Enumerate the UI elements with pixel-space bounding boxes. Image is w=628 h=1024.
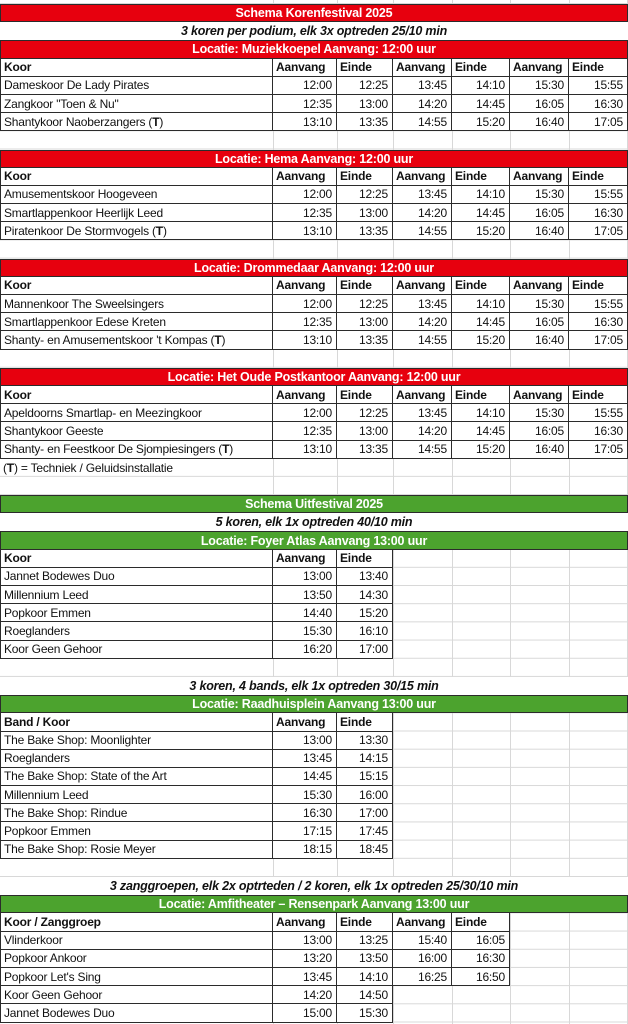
time-column-header: Einde: [337, 913, 393, 931]
choir-name-cell: Vlinderkoor: [0, 932, 273, 950]
time-cell: 16:30: [452, 950, 510, 968]
schedule-table-hema: [0, 168, 628, 241]
time-cell: 14:20: [273, 986, 337, 1004]
table-row: [0, 404, 628, 422]
time-column-header: Aanvang: [510, 59, 569, 77]
choir-name-cell: Popkoor Emmen: [0, 822, 273, 840]
time-cell: 12:25: [337, 186, 393, 204]
table-header-row: [0, 59, 628, 77]
spacer-row: [0, 131, 628, 149]
time-cell: 13:50: [337, 950, 393, 968]
table-row: [0, 113, 628, 131]
time-column-header: Aanvang: [393, 277, 452, 295]
time-cell: 16:30: [569, 204, 628, 222]
table-header-row: [0, 277, 628, 295]
time-cell: 16:40: [510, 113, 569, 131]
time-cell: 14:10: [337, 968, 393, 986]
time-cell: 16:00: [393, 950, 452, 968]
time-cell: 13:45: [393, 77, 452, 95]
time-cell: 13:30: [337, 732, 393, 750]
choir-name-cell: Smartlappenkoor Edese Kreten: [0, 313, 273, 331]
choir-name-cell: The Bake Shop: State of the Art: [0, 768, 273, 786]
spacer-row: [0, 659, 628, 677]
table-row: [0, 641, 628, 659]
time-cell: 17:05: [569, 222, 628, 240]
time-cell: 15:20: [452, 331, 510, 349]
spacer-row: [0, 859, 628, 877]
time-cell: 16:30: [569, 95, 628, 113]
choir-name-cell: Popkoor Ankoor: [0, 950, 273, 968]
time-cell: 16:05: [452, 932, 510, 950]
time-cell: 15:30: [337, 1004, 393, 1022]
schedule-table-raadhuisplein: [0, 713, 628, 859]
time-cell: 15:30: [273, 786, 337, 804]
time-cell: 12:25: [337, 295, 393, 313]
time-cell: 17:05: [569, 441, 628, 459]
time-cell: 16:30: [569, 313, 628, 331]
time-cell: 12:35: [273, 95, 337, 113]
table-row: [0, 841, 628, 859]
time-column-header: Aanvang: [273, 59, 337, 77]
time-column-header: Aanvang: [393, 913, 452, 931]
uitfestival-subtitle-amfitheater: 3 zanggroepen, elk 2x optrteden / 2 koren, elk 1x optreden 25/30/10 min: [0, 877, 628, 895]
table-header-row: [0, 713, 628, 731]
location-header-muziekkoepel: Locatie: Muziekkoepel Aanvang: 12:00 uur: [0, 40, 628, 58]
time-cell: 13:25: [337, 932, 393, 950]
time-cell: 13:00: [337, 95, 393, 113]
time-cell: 13:45: [393, 186, 452, 204]
time-column-header: Aanvang: [510, 386, 569, 404]
time-cell: 15:30: [273, 622, 337, 640]
choir-name-cell: Jannet Bodewes Duo: [0, 568, 273, 586]
time-cell: 14:45: [452, 422, 510, 440]
location-header-raadhuisplein: Locatie: Raadhuisplein Aanvang 13:00 uur: [0, 695, 628, 713]
table-row: [0, 441, 628, 459]
time-cell: 14:45: [273, 768, 337, 786]
time-cell: 16:50: [452, 968, 510, 986]
time-cell: 16:05: [510, 204, 569, 222]
time-cell: 13:10: [273, 441, 337, 459]
time-cell: 16:20: [273, 641, 337, 659]
time-column-header: Einde: [569, 59, 628, 77]
spacer-row: [0, 240, 628, 258]
time-cell: 13:10: [273, 331, 337, 349]
choir-name-cell: Shanty- en Amusementskoor 't Kompas ( T ): [0, 331, 273, 349]
time-column-header: Aanvang: [393, 386, 452, 404]
time-cell: 15:40: [393, 932, 452, 950]
time-column-header: Einde: [337, 386, 393, 404]
time-column-header: Aanvang: [273, 713, 337, 731]
choir-name-cell: The Bake Shop: Rosie Meyer: [0, 841, 273, 859]
choir-name-cell: The Bake Shop: Rindue: [0, 804, 273, 822]
schedule-table-foyer-atlas: [0, 550, 628, 659]
table-row: [0, 586, 628, 604]
time-cell: 12:35: [273, 204, 337, 222]
table-row: [0, 786, 628, 804]
time-cell: 12:00: [273, 77, 337, 95]
time-cell: 13:40: [337, 568, 393, 586]
name-column-header: Koor: [0, 277, 273, 295]
time-column-header: Einde: [569, 386, 628, 404]
time-column-header: Einde: [569, 168, 628, 186]
table-row: [0, 422, 628, 440]
spacer-row: [0, 350, 628, 368]
time-cell: 12:35: [273, 313, 337, 331]
choir-name-cell: The Bake Shop: Moonlighter: [0, 732, 273, 750]
time-cell: 14:10: [452, 77, 510, 95]
time-cell: 13:00: [273, 568, 337, 586]
time-cell: 15:30: [510, 295, 569, 313]
table-row: [0, 768, 628, 786]
time-column-header: Einde: [337, 277, 393, 295]
time-cell: 14:10: [452, 295, 510, 313]
time-cell: 13:35: [337, 222, 393, 240]
choir-name-cell: Amusementskoor Hoogeveen: [0, 186, 273, 204]
table-row: [0, 186, 628, 204]
choir-name-cell: Roeglanders: [0, 622, 273, 640]
time-cell: 13:45: [393, 404, 452, 422]
name-column-header: Koor: [0, 59, 273, 77]
time-cell: 15:30: [510, 404, 569, 422]
time-cell: 13:45: [273, 750, 337, 768]
time-column-header: Einde: [452, 277, 510, 295]
choir-name-cell: Millennium Leed: [0, 586, 273, 604]
time-column-header: Einde: [452, 913, 510, 931]
table-row: [0, 804, 628, 822]
time-column-header: Aanvang: [393, 168, 452, 186]
table-row: [0, 1004, 628, 1022]
uitfestival-title: Schema Uitfestival 2025: [0, 495, 628, 513]
time-column-header: Aanvang: [273, 168, 337, 186]
table-row: [0, 331, 628, 349]
table-row: [0, 750, 628, 768]
time-cell: 15:55: [569, 404, 628, 422]
time-cell: 17:00: [337, 804, 393, 822]
schedule-table-oude-postkantoor: [0, 386, 628, 459]
time-cell: 12:00: [273, 404, 337, 422]
time-cell: 15:20: [452, 222, 510, 240]
time-cell: 13:35: [337, 331, 393, 349]
time-cell: 12:00: [273, 186, 337, 204]
table-header-row: [0, 913, 628, 931]
time-cell: 14:55: [393, 441, 452, 459]
time-cell: 13:35: [337, 113, 393, 131]
choir-name-cell: Shanty- en Feestkoor De Sjompiesingers ( T ): [0, 441, 273, 459]
table-row: [0, 932, 628, 950]
time-cell: 14:20: [393, 422, 452, 440]
korenfestival-subtitle: 3 koren per podium, elk 3x optreden 25/10 min: [0, 22, 628, 40]
time-cell: 13:20: [273, 950, 337, 968]
time-cell: 14:45: [452, 313, 510, 331]
location-header-drommedaar: Locatie: Drommedaar Aanvang: 12:00 uur: [0, 259, 628, 277]
choir-name-cell: Koor Geen Gehoor: [0, 641, 273, 659]
table-row: [0, 986, 628, 1004]
time-cell: 14:55: [393, 113, 452, 131]
time-cell: 15:55: [569, 295, 628, 313]
time-column-header: Aanvang: [510, 277, 569, 295]
choir-name-cell: Smartlappenkoor Heerlijk Leed: [0, 204, 273, 222]
choir-name-cell: Koor Geen Gehoor: [0, 986, 273, 1004]
time-cell: 15:55: [569, 77, 628, 95]
time-cell: 15:20: [452, 441, 510, 459]
table-row: [0, 204, 628, 222]
time-cell: 17:05: [569, 113, 628, 131]
time-cell: 16:10: [337, 622, 393, 640]
time-cell: 12:25: [337, 404, 393, 422]
name-column-header: Koor: [0, 386, 273, 404]
time-column-header: Einde: [569, 277, 628, 295]
time-column-header: Aanvang: [393, 59, 452, 77]
time-cell: 15:20: [452, 113, 510, 131]
time-column-header: Einde: [452, 59, 510, 77]
schedule-table-amfitheater: [0, 913, 628, 1022]
time-cell: 17:00: [337, 641, 393, 659]
time-cell: 12:35: [273, 422, 337, 440]
time-cell: 13:00: [337, 422, 393, 440]
time-cell: 15:30: [510, 186, 569, 204]
table-row: [0, 732, 628, 750]
time-column-header: Einde: [337, 713, 393, 731]
time-cell: 14:50: [337, 986, 393, 1004]
table-row: [0, 604, 628, 622]
location-header-oude-postkantoor: Locatie: Het Oude Postkantoor Aanvang: 12:00 uur: [0, 368, 628, 386]
time-cell: 13:45: [393, 295, 452, 313]
time-column-header: Einde: [452, 386, 510, 404]
time-cell: 15:00: [273, 1004, 337, 1022]
time-cell: 16:05: [510, 313, 569, 331]
time-cell: 13:00: [337, 204, 393, 222]
time-cell: 16:30: [273, 804, 337, 822]
table-header-row: [0, 386, 628, 404]
table-row: [0, 295, 628, 313]
choir-name-cell: Apeldoorns Smartlap- en Meezingkoor: [0, 404, 273, 422]
time-cell: 14:15: [337, 750, 393, 768]
choir-name-cell: Millennium Leed: [0, 786, 273, 804]
time-cell: 17:15: [273, 822, 337, 840]
table-header-row: [0, 550, 628, 568]
table-row: [0, 95, 628, 113]
time-cell: 13:00: [273, 932, 337, 950]
table-row: [0, 313, 628, 331]
uitfestival-subtitle-raadhuisplein: 3 koren, 4 bands, elk 1x optreden 30/15 min: [0, 677, 628, 695]
time-cell: 13:50: [273, 586, 337, 604]
choir-name-cell: Piratenkoor De Stormvogels ( T ): [0, 222, 273, 240]
time-cell: 13:00: [273, 732, 337, 750]
time-cell: 16:40: [510, 222, 569, 240]
time-cell: 13:10: [273, 113, 337, 131]
time-cell: 14:10: [452, 404, 510, 422]
time-cell: 14:20: [393, 313, 452, 331]
technique-note: ( T ) = Techniek / Geluidsinstallatie: [3, 460, 173, 475]
time-cell: 14:10: [452, 186, 510, 204]
time-cell: 16:40: [510, 441, 569, 459]
time-cell: 13:45: [273, 968, 337, 986]
table-row: [0, 968, 628, 986]
name-column-header: Band / Koor: [0, 713, 273, 731]
table-row: [0, 568, 628, 586]
time-cell: 17:45: [337, 822, 393, 840]
choir-name-cell: Shantykoor Geeste: [0, 422, 273, 440]
time-column-header: Einde: [452, 168, 510, 186]
time-column-header: Einde: [337, 59, 393, 77]
time-cell: 16:05: [510, 422, 569, 440]
time-cell: 16:30: [569, 422, 628, 440]
choir-name-cell: Roeglanders: [0, 750, 273, 768]
time-cell: 16:25: [393, 968, 452, 986]
time-cell: 14:45: [452, 95, 510, 113]
time-column-header: Aanvang: [273, 913, 337, 931]
time-cell: 14:20: [393, 204, 452, 222]
time-cell: 16:00: [337, 786, 393, 804]
time-cell: 16:05: [510, 95, 569, 113]
time-cell: 14:20: [393, 95, 452, 113]
time-cell: 14:40: [273, 604, 337, 622]
time-cell: 15:20: [337, 604, 393, 622]
schedule-table-drommedaar: [0, 277, 628, 350]
time-cell: 17:05: [569, 331, 628, 349]
korenfestival-title: Schema Korenfestival 2025: [0, 4, 628, 22]
time-cell: 15:15: [337, 768, 393, 786]
table-header-row: [0, 168, 628, 186]
time-cell: 13:10: [273, 222, 337, 240]
spacer-row: [0, 477, 628, 495]
time-column-header: Aanvang: [510, 168, 569, 186]
location-header-amfitheater: Locatie: Amfitheater – Rensenpark Aanvang 13:00 uur: [0, 895, 628, 913]
choir-name-cell: Popkoor Let's Sing: [0, 968, 273, 986]
choir-name-cell: Dameskoor De Lady Pirates: [0, 77, 273, 95]
time-cell: 15:30: [510, 77, 569, 95]
time-cell: 12:25: [337, 77, 393, 95]
choir-name-cell: Shantykoor Naoberzangers ( T ): [0, 113, 273, 131]
time-cell: 18:15: [273, 841, 337, 859]
time-column-header: Einde: [337, 168, 393, 186]
name-column-header: Koor / Zanggroep: [0, 913, 273, 931]
table-row: [0, 950, 628, 968]
table-row: [0, 77, 628, 95]
time-cell: 14:55: [393, 331, 452, 349]
time-cell: 14:55: [393, 222, 452, 240]
choir-name-cell: Popkoor Emmen: [0, 604, 273, 622]
choir-name-cell: Mannenkoor The Sweelsingers: [0, 295, 273, 313]
choir-name-cell: Jannet Bodewes Duo: [0, 1004, 273, 1022]
schedule-table-muziekkoepel: [0, 59, 628, 132]
time-cell: 18:45: [337, 841, 393, 859]
name-column-header: Koor: [0, 168, 273, 186]
table-row: [0, 222, 628, 240]
time-cell: 13:00: [337, 313, 393, 331]
name-column-header: Koor: [0, 550, 273, 568]
table-row: [0, 622, 628, 640]
time-column-header: Aanvang: [273, 550, 337, 568]
time-column-header: Einde: [337, 550, 393, 568]
time-cell: 14:30: [337, 586, 393, 604]
time-column-header: Aanvang: [273, 386, 337, 404]
time-cell: 14:45: [452, 204, 510, 222]
location-header-hema: Locatie: Hema Aanvang: 12:00 uur: [0, 150, 628, 168]
location-header-foyer-atlas: Locatie: Foyer Atlas Aanvang 13:00 uur: [0, 531, 628, 549]
time-cell: 12:00: [273, 295, 337, 313]
time-cell: 13:35: [337, 441, 393, 459]
time-cell: 15:55: [569, 186, 628, 204]
choir-name-cell: Zangkoor "Toen & Nu": [0, 95, 273, 113]
time-column-header: Aanvang: [273, 277, 337, 295]
time-cell: 16:40: [510, 331, 569, 349]
uitfestival-subtitle-foyer-atlas: 5 koren, elk 1x optreden 40/10 min: [0, 513, 628, 531]
table-row: [0, 822, 628, 840]
